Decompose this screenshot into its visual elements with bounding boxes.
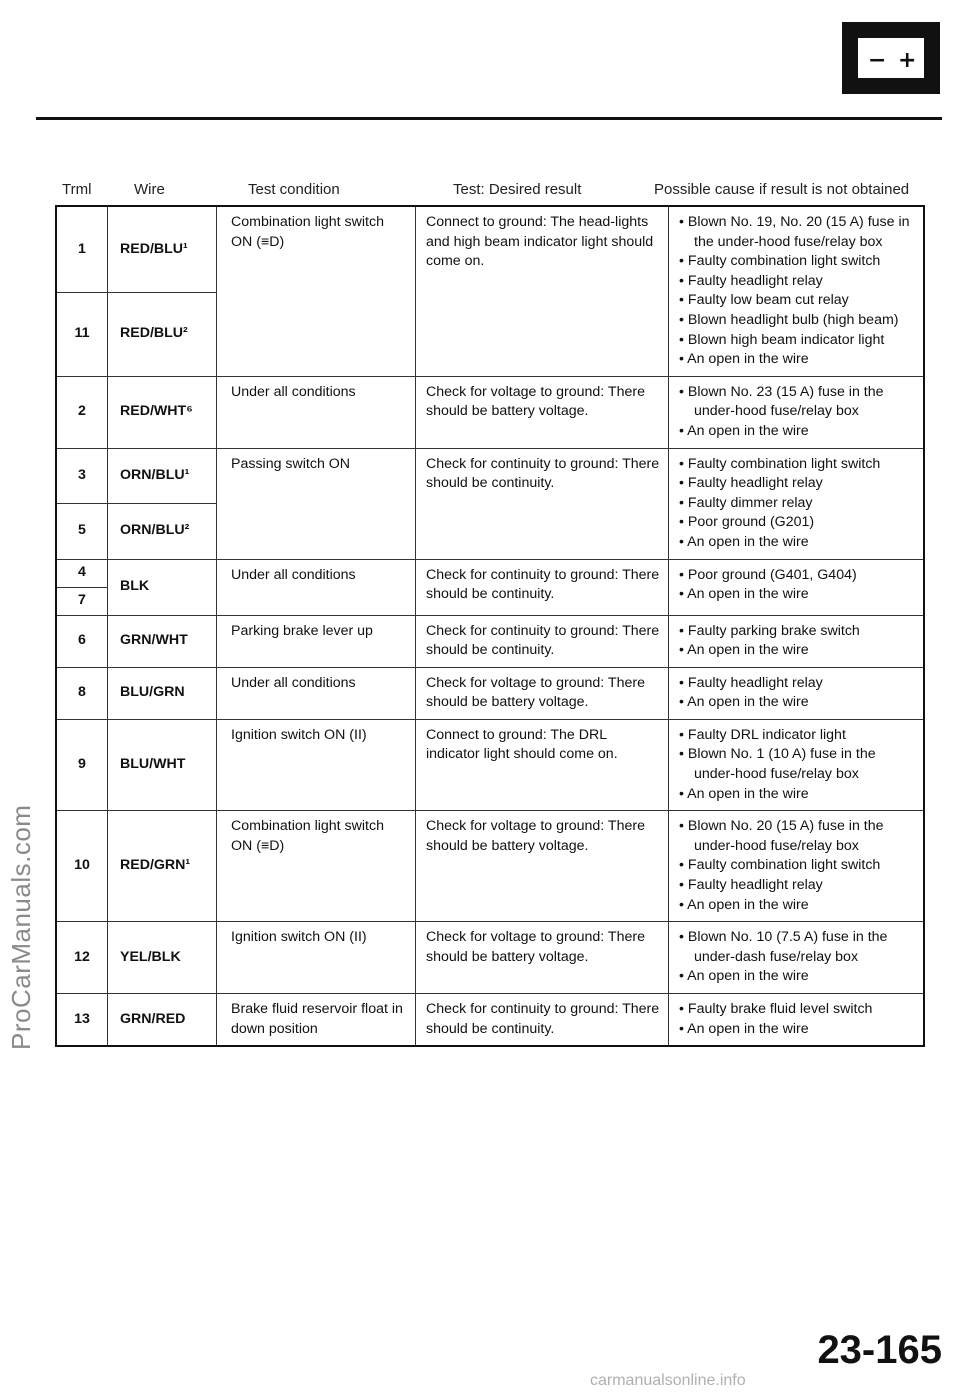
list-item: • An open in the wire — [679, 641, 917, 661]
list-item: • Faulty combination light switch — [679, 455, 917, 475]
condition-cell: Parking brake lever up — [217, 615, 416, 667]
column-header-terml: Trml — [62, 181, 92, 198]
side-watermark: ProCarManuals.com — [6, 804, 36, 1050]
condition-cell: Brake fluid reservoir float in down position — [217, 994, 416, 1047]
list-item: • Blown No. 23 (15 A) fuse in the under-hood fuse/relay box — [679, 383, 917, 422]
cause-list — [679, 817, 917, 915]
wire-cell: ORN/BLU² — [108, 504, 217, 559]
list-item: • Faulty low beam cut relay — [679, 291, 917, 311]
wire-cell: RED/GRN¹ — [108, 811, 217, 922]
list-item: • An open in the wire — [679, 785, 917, 805]
result-cell: Check for continuity to ground: There should be continuity. — [416, 559, 669, 615]
page-number: 23-165 — [817, 1328, 942, 1372]
condition-cell: Combination light switch ON (≡D) — [217, 811, 416, 922]
list-item: • Blown No. 19, No. 20 (15 A) fuse in the under-hood fuse/relay box — [679, 213, 917, 252]
terminal-test-table — [55, 205, 925, 1047]
wire-cell: GRN/WHT — [108, 615, 217, 667]
list-item: • An open in the wire — [679, 585, 917, 605]
terminal-cell: 1 — [56, 206, 108, 292]
result-cell: Connect to ground: The head-lights and high beam indicator light should come on. — [416, 206, 669, 376]
table-row — [56, 615, 924, 667]
list-item: • Faulty DRL indicator light — [679, 726, 917, 746]
list-item: • Faulty headlight relay — [679, 876, 917, 896]
cause-cell — [669, 994, 925, 1047]
column-header-wire: Wire — [134, 181, 165, 198]
list-item: • Faulty combination light switch — [679, 252, 917, 272]
cause-cell — [669, 615, 925, 667]
cause-list — [679, 622, 917, 661]
terminal-cell: 12 — [56, 922, 108, 994]
terminal-cell: 4 — [56, 559, 108, 587]
table-row — [56, 811, 924, 922]
cause-list — [679, 1000, 917, 1039]
condition-cell: Ignition switch ON (II) — [217, 922, 416, 994]
terminal-cell: 10 — [56, 811, 108, 922]
wire-cell: BLU/WHT — [108, 719, 217, 810]
list-item: • Blown No. 20 (15 A) fuse in the under-hood fuse/relay box — [679, 817, 917, 856]
list-item: • Faulty parking brake switch — [679, 622, 917, 642]
list-item: • An open in the wire — [679, 533, 917, 553]
wire-cell: ORN/BLU¹ — [108, 448, 217, 503]
list-item: • Poor ground (G201) — [679, 513, 917, 533]
wire-cell: BLK — [108, 559, 217, 615]
table-row — [56, 376, 924, 448]
battery-icon — [842, 22, 940, 94]
cause-cell — [669, 719, 925, 810]
wire-cell: BLU/GRN — [108, 667, 217, 719]
condition-cell: Under all conditions — [217, 559, 416, 615]
list-item: • Faulty brake fluid level switch — [679, 1000, 917, 1020]
cause-list — [679, 213, 917, 370]
table-row — [56, 559, 924, 587]
list-item: • Blown No. 10 (7.5 A) fuse in the under-dash fuse/relay box — [679, 928, 917, 967]
list-item: • An open in the wire — [679, 1020, 917, 1040]
terminal-cell: 8 — [56, 667, 108, 719]
wire-cell: RED/BLU¹ — [108, 206, 217, 292]
cause-cell — [669, 206, 925, 376]
result-cell: Check for voltage to ground: There should be battery voltage. — [416, 667, 669, 719]
terminal-cell: 11 — [56, 292, 108, 376]
list-item: • Faulty combination light switch — [679, 856, 917, 876]
list-item: • An open in the wire — [679, 693, 917, 713]
header-rule — [36, 117, 942, 120]
list-item: • Poor ground (G401, G404) — [679, 566, 917, 586]
condition-cell: Under all conditions — [217, 667, 416, 719]
battery-plus-icon: + — [898, 48, 917, 73]
cause-list — [679, 455, 917, 553]
column-header-cause: Possible cause if result is not obtained — [654, 181, 910, 198]
terminal-cell: 5 — [56, 504, 108, 559]
cause-cell — [669, 559, 925, 615]
cause-list — [679, 674, 917, 713]
table-row — [56, 719, 924, 810]
wire-cell: RED/BLU² — [108, 292, 217, 376]
terminal-cell: 2 — [56, 376, 108, 448]
list-item: • Faulty headlight relay — [679, 272, 917, 292]
list-item: • Blown No. 1 (10 A) fuse in the under-hood fuse/relay box — [679, 745, 917, 784]
condition-cell: Ignition switch ON (II) — [217, 719, 416, 810]
battery-minus-icon: − — [868, 48, 887, 73]
list-item: • An open in the wire — [679, 422, 917, 442]
list-item: • Faulty dimmer relay — [679, 494, 917, 514]
cause-list — [679, 928, 917, 987]
cause-cell — [669, 922, 925, 994]
cause-cell — [669, 811, 925, 922]
cause-list — [679, 726, 917, 804]
result-cell: Check for voltage to ground: There should be battery voltage. — [416, 811, 669, 922]
condition-cell: Passing switch ON — [217, 448, 416, 559]
list-item: • Blown headlight bulb (high beam) — [679, 311, 917, 331]
result-cell: Check for continuity to ground: There should be continuity. — [416, 448, 669, 559]
cause-cell — [669, 667, 925, 719]
result-cell: Connect to ground: The DRL indicator light should come on. — [416, 719, 669, 810]
result-cell: Check for voltage to ground: There should be battery voltage. — [416, 376, 669, 448]
cause-list — [679, 383, 917, 442]
cause-list — [679, 566, 917, 605]
list-item: • Faulty headlight relay — [679, 674, 917, 694]
terminal-cell: 9 — [56, 719, 108, 810]
table-row — [56, 994, 924, 1047]
cause-cell — [669, 376, 925, 448]
list-item: • An open in the wire — [679, 967, 917, 987]
list-item: • Blown high beam indicator light — [679, 331, 917, 351]
list-item: • An open in the wire — [679, 896, 917, 916]
footer-watermark: carmanualsonline.info — [590, 1372, 746, 1389]
condition-cell: Combination light switch ON (≡D) — [217, 206, 416, 376]
condition-cell: Under all conditions — [217, 376, 416, 448]
result-cell: Check for voltage to ground: There should be battery voltage. — [416, 922, 669, 994]
result-cell: Check for continuity to ground: There should be continuity. — [416, 615, 669, 667]
wire-cell: RED/WHT⁶ — [108, 376, 217, 448]
column-header-result: Test: Desired result — [453, 181, 582, 198]
wire-cell: YEL/BLK — [108, 922, 217, 994]
wire-cell: GRN/RED — [108, 994, 217, 1047]
terminal-cell: 3 — [56, 448, 108, 503]
result-cell: Check for continuity to ground: There should be continuity. — [416, 994, 669, 1047]
column-header-condition: Test condition — [248, 181, 340, 198]
list-item: • Faulty headlight relay — [679, 474, 917, 494]
list-item: • An open in the wire — [679, 350, 917, 370]
terminal-cell: 6 — [56, 615, 108, 667]
terminal-cell: 7 — [56, 587, 108, 615]
table-row — [56, 667, 924, 719]
table-row — [56, 206, 924, 292]
cause-cell — [669, 448, 925, 559]
table-row — [56, 448, 924, 503]
table-row — [56, 922, 924, 994]
terminal-cell: 13 — [56, 994, 108, 1047]
